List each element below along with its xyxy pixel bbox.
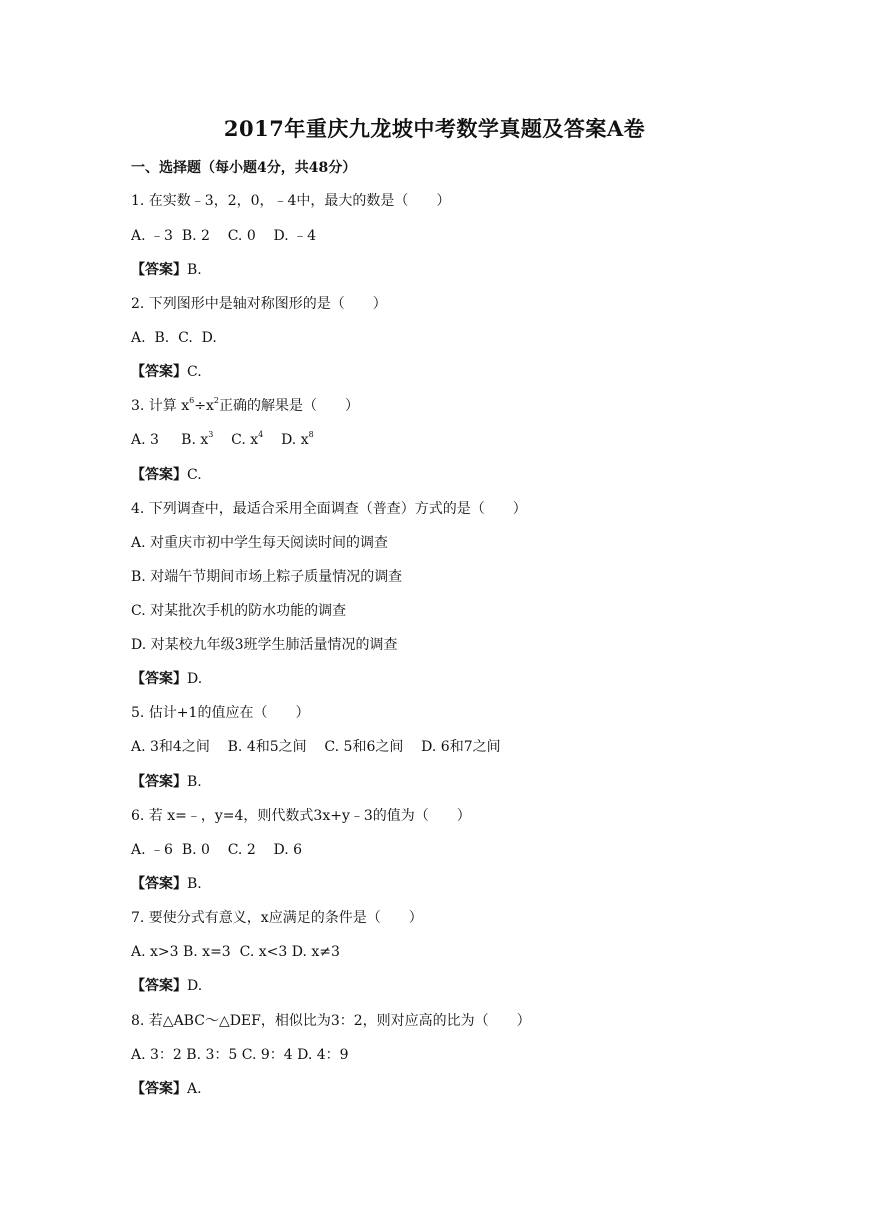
question-4-option-c: C. 对某批次手机的防水功能的调查 <box>131 603 347 619</box>
option-text: C. x <box>213 432 259 448</box>
question-3-stem <box>131 396 359 416</box>
answer-value: C. <box>187 364 202 380</box>
exponent: 4 <box>258 430 264 440</box>
question-4-answer <box>131 669 202 689</box>
question-1-options: A. ﹣3 B. 2 C. 0 D. ﹣4 <box>131 228 317 244</box>
question-7-answer <box>131 976 202 996</box>
answer-label: 【答案】 <box>131 671 187 687</box>
exponent: 6 <box>189 396 195 406</box>
option-text: A. 3 B. x <box>131 432 209 448</box>
option-text: D. x <box>263 432 309 448</box>
section-heading: 一、选择题（每小题4分，共48分） <box>131 160 357 176</box>
answer-label: 【答案】 <box>131 1081 187 1097</box>
question-1-answer <box>131 260 202 280</box>
question-8-answer <box>131 1079 202 1099</box>
question-8-stem: 8. 若△ABC～△DEF，相似比为3：2，则对应高的比为（ ） <box>131 1013 531 1029</box>
question-4-option-d: D. 对某校九年级3班学生肺活量情况的调查 <box>131 637 398 653</box>
question-2-stem: 2. 下列图形中是轴对称图形的是（ ） <box>131 296 387 312</box>
question-4-option-a: A. 对重庆市初中学生每天阅读时间的调查 <box>131 535 389 551</box>
answer-label: 【答案】 <box>131 876 187 892</box>
answer-value: D. <box>187 671 203 687</box>
question-6-stem: 6. 若 x=﹣，y=4，则代数式3x+y﹣3的值为（ ） <box>131 808 471 824</box>
answer-label: 【答案】 <box>131 978 187 994</box>
answer-label: 【答案】 <box>131 467 187 483</box>
stem-text: 3. 计算 x <box>131 398 190 414</box>
question-3-answer <box>131 465 202 485</box>
question-2-answer <box>131 362 202 382</box>
question-6-options: A. ﹣6 B. 0 C. 2 D. 6 <box>131 842 303 858</box>
question-8-options: A. 3：2 B. 3：5 C. 9：4 D. 4：9 <box>131 1047 349 1063</box>
question-5-options: A. 3和4之间 B. 4和5之间 C. 5和6之间 D. 6和7之间 <box>131 739 501 755</box>
page-title: 2017年重庆九龙坡中考数学真题及答案A卷 <box>223 116 646 141</box>
question-6-answer <box>131 874 202 894</box>
question-7-stem: 7. 要使分式有意义，x应满足的条件是（ ） <box>131 910 423 926</box>
stem-text: 正确的解果是（ ） <box>218 398 359 414</box>
question-5-stem: 5. 估计+1的值应在（ ） <box>131 705 310 721</box>
answer-label: 【答案】 <box>131 364 187 380</box>
answer-label: 【答案】 <box>131 774 187 790</box>
exponent: 3 <box>208 430 214 440</box>
question-5-answer <box>131 772 202 792</box>
question-3-options <box>131 430 314 450</box>
question-7-options: A. x>3 B. x=3 C. x<3 D. x≠3 <box>131 944 340 960</box>
answer-label: 【答案】 <box>131 262 187 278</box>
answer-value: C. <box>187 467 202 483</box>
answer-value: D. <box>187 978 203 994</box>
exponent: 2 <box>213 396 219 406</box>
question-4-stem: 4. 下列调查中，最适合采用全面调查（普查）方式的是（ ） <box>131 501 527 517</box>
answer-value: B. <box>187 876 202 892</box>
question-4-option-b: B. 对端午节期间市场上粽子质量情况的调查 <box>131 569 403 585</box>
answer-value: B. <box>187 262 202 278</box>
stem-text: ÷x <box>194 398 214 414</box>
exponent: 8 <box>308 430 314 440</box>
question-1-stem: 1. 在实数﹣3，2，0，﹣4中，最大的数是（ ） <box>131 193 451 209</box>
answer-value: A. <box>187 1081 202 1097</box>
answer-value: B. <box>187 774 202 790</box>
question-2-options: A. B. C. D. <box>131 330 217 346</box>
